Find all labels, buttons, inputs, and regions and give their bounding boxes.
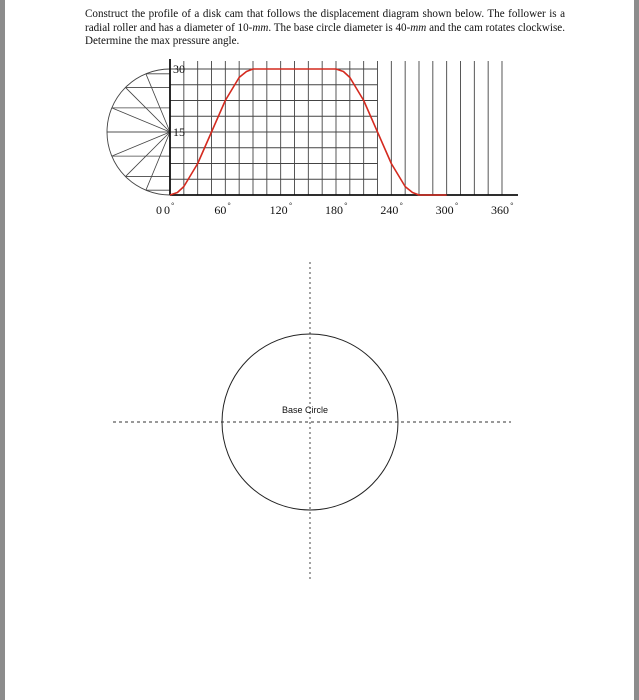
problem-text-2: . The base circle diameter is 40- xyxy=(268,21,411,34)
x-tick-degree: ° xyxy=(227,201,231,210)
base-circle-drawing xyxy=(113,262,511,582)
x-tick-degree: ° xyxy=(454,201,459,210)
x-tick-degree: ° xyxy=(344,201,348,210)
y-tick-label: 30 xyxy=(173,62,185,76)
problem-text-3: and the cam rotates clockwise. Determine the max pressure angle. xyxy=(85,21,565,48)
x-tick-label: 0 xyxy=(164,203,170,217)
x-tick-degree: ° xyxy=(510,201,514,210)
x-tick-label: 180 xyxy=(324,203,343,217)
construction-ray xyxy=(125,87,170,132)
base-circle-label: Base Circle xyxy=(282,405,329,415)
cam-diagram xyxy=(5,0,634,700)
x-tick-degree: ° xyxy=(171,201,175,210)
construction-ray xyxy=(125,132,170,177)
x-tick-degree: ° xyxy=(399,201,403,210)
x-tick-label: 300 xyxy=(435,203,454,217)
problem-text-1: Construct the profile of a disk cam that follows the displacement diagram shown below. The follower is a radial roller and has a diameter of 10- xyxy=(85,8,565,34)
x-tick-label: 240 xyxy=(380,203,399,217)
displacement-axes xyxy=(170,59,518,195)
y-tick-label: 15 xyxy=(173,125,185,139)
problem-unit-1: mm xyxy=(252,21,269,34)
problem-unit-2: mm xyxy=(410,21,427,34)
x-tick-label: 120 xyxy=(269,203,288,217)
axis-labels xyxy=(156,62,513,217)
follower-construction xyxy=(107,69,170,195)
x-tick-degree: ° xyxy=(288,201,293,210)
document-page xyxy=(5,0,634,700)
y-tick-label: 0 xyxy=(156,203,162,217)
displacement-grid xyxy=(170,61,502,195)
x-tick-label: 60 xyxy=(214,203,227,217)
x-tick-label: 360 xyxy=(490,203,509,217)
